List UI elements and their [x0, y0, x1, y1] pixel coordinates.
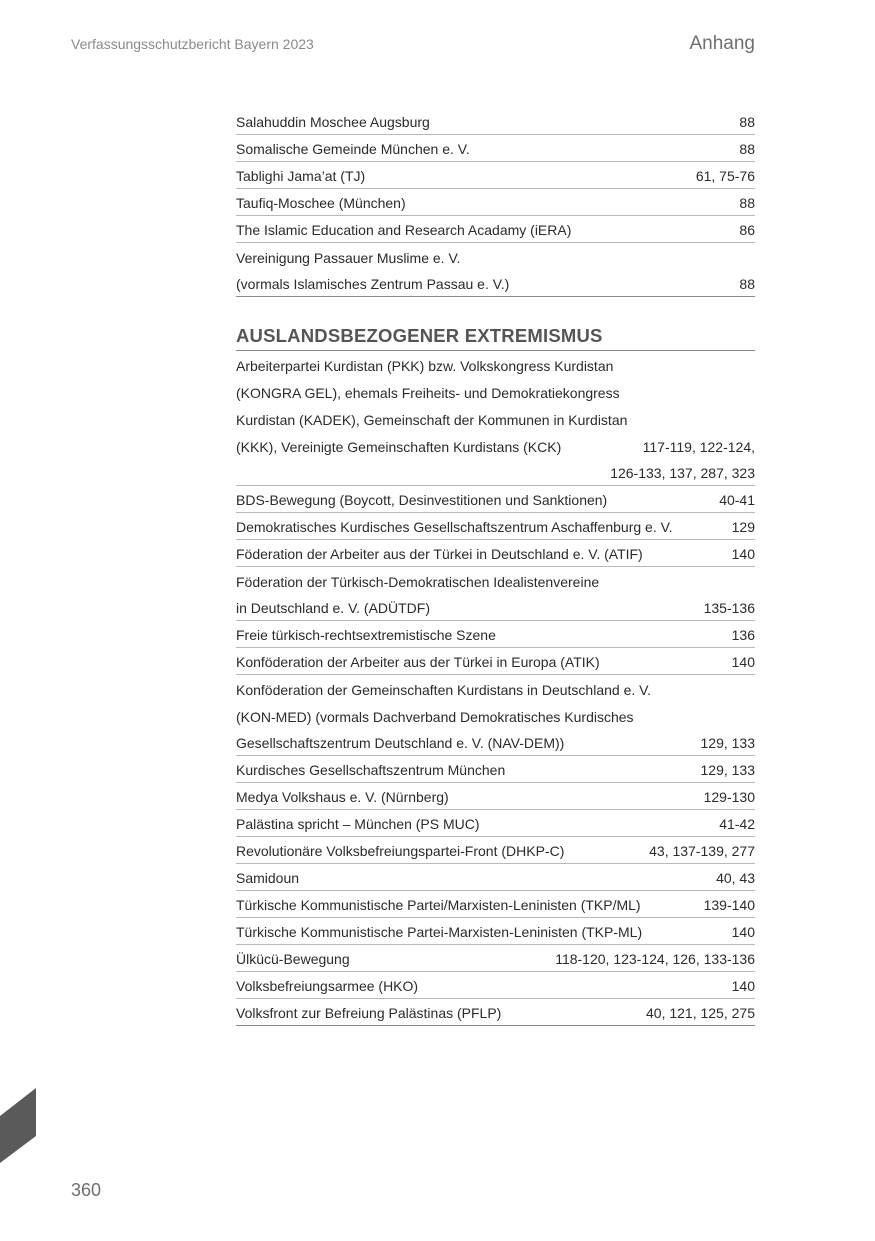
index-entry-line — [236, 432, 755, 459]
entry-name: The Islamic Education and Research Acadamy (iERA) — [236, 222, 572, 238]
index-entry-line — [236, 945, 755, 972]
entry-name: Konföderation der Gemeinschaften Kurdistans in Deutschland e. V. — [236, 682, 652, 698]
entry-pages: 140 — [731, 924, 755, 940]
entry-name: Revolutionäre Volksbefreiungspartei-Front (DHKP-C) — [236, 843, 565, 859]
entry-pages: 129 — [731, 519, 755, 535]
index-entry-line — [236, 378, 755, 405]
entry-pages: 117-119, 122-124, — [642, 439, 755, 455]
entry-pages: 135-136 — [703, 600, 755, 616]
page-number: 360 — [71, 1180, 102, 1200]
entry-name: BDS-Bewegung (Boycott, Desinvestitionen und Sanktionen) — [236, 492, 608, 508]
index-section-islamism — [236, 108, 755, 297]
index-entry-line — [236, 594, 755, 621]
entry-name: Ülkücü-Bewegung — [236, 951, 350, 967]
index-entry-line — [236, 405, 755, 432]
index-entry-line — [236, 216, 755, 243]
entry-name: Gesellschaftszentrum Deutschland e. V. (NAV-DEM)) — [236, 735, 565, 751]
entry-pages: 129, 133 — [700, 762, 755, 778]
index-entry-line — [236, 486, 755, 513]
entry-pages: 136 — [731, 627, 755, 643]
index-entry-line — [236, 459, 755, 486]
entry-pages: 126-133, 137, 287, 323 — [610, 465, 755, 481]
entry-pages: 61, 75-76 — [695, 168, 755, 184]
entry-name: Tablighi Jama’at (TJ) — [236, 168, 366, 184]
index-entry-line — [236, 567, 755, 594]
index-entry-line — [236, 729, 755, 756]
entry-pages: 88 — [739, 114, 755, 130]
entry-pages: 118-120, 123-124, 126, 133-136 — [555, 951, 755, 967]
index-entry-line — [236, 648, 755, 675]
entry-pages: 40, 121, 125, 275 — [646, 1005, 755, 1021]
chapter-tab-marker — [0, 1088, 36, 1163]
entry-name: Volksfront zur Befreiung Palästinas (PFLP) — [236, 1005, 502, 1021]
section-heading: AUSLANDSBEZOGENER EXTREMISMUS — [236, 325, 755, 351]
index-entry-line — [236, 108, 755, 135]
entry-pages: 129, 133 — [700, 735, 755, 751]
index-entry-line — [236, 162, 755, 189]
entry-name: Vereinigung Passauer Muslime e. V. — [236, 250, 461, 266]
index-entry-line — [236, 999, 755, 1026]
index-entry-line — [236, 270, 755, 297]
entry-name: in Deutschland e. V. (ADÜTDF) — [236, 600, 430, 616]
running-header-chapter: Anhang — [689, 33, 755, 54]
index-entry-line — [236, 864, 755, 891]
entry-name: Medya Volkshaus e. V. (Nürnberg) — [236, 789, 449, 805]
entry-pages: 88 — [739, 141, 755, 157]
index-entry-line — [236, 351, 755, 378]
index-entry-line — [236, 810, 755, 837]
entry-name: (KKK), Vereinigte Gemeinschaften Kurdistans (KCK) — [236, 439, 562, 455]
index-entry-line — [236, 756, 755, 783]
entry-pages: 140 — [731, 978, 755, 994]
entry-pages: 88 — [739, 195, 755, 211]
entry-name: Türkische Kommunistische Partei-Marxisten-Leninisten (TKP-ML) — [236, 924, 643, 940]
entry-name: (vormals Islamisches Zentrum Passau e. V.) — [236, 276, 510, 292]
entry-pages: 88 — [739, 276, 755, 292]
entry-name: Konföderation der Arbeiter aus der Türkei in Europa (ATIK) — [236, 654, 600, 670]
entry-pages: 140 — [731, 654, 755, 670]
index-entry-line — [236, 972, 755, 999]
index-entry-line — [236, 837, 755, 864]
entry-name: Kurdistan (KADEK), Gemeinschaft der Kommunen in Kurdistan — [236, 412, 628, 428]
entry-pages: 129-130 — [703, 789, 755, 805]
index-section-foreign-extremism — [236, 325, 755, 1026]
entry-pages: 140 — [731, 546, 755, 562]
running-header-title: Verfassungsschutzbericht Bayern 2023 — [71, 36, 314, 52]
entry-name: Kurdisches Gesellschaftszentrum München — [236, 762, 506, 778]
index-entry-line — [236, 513, 755, 540]
entry-pages: 139-140 — [703, 897, 755, 913]
index-entry-line — [236, 540, 755, 567]
index-entry-line — [236, 243, 755, 270]
entry-name: Arbeiterpartei Kurdistan (PKK) bzw. Volkskongress Kurdistan — [236, 358, 614, 374]
index-entry-line — [236, 621, 755, 648]
entry-name: Samidoun — [236, 870, 300, 886]
entry-pages: 41-42 — [719, 816, 755, 832]
entry-name: Volksbefreiungsarmee (HKO) — [236, 978, 419, 994]
entry-pages: 43, 137-139, 277 — [649, 843, 755, 859]
entry-name: Demokratisches Kurdisches Gesellschaftszentrum Aschaffenburg e. V. — [236, 519, 673, 535]
entry-pages: 40, 43 — [716, 870, 755, 886]
entry-name: Türkische Kommunistische Partei/Marxisten-Leninisten (TKP/ML) — [236, 897, 641, 913]
index-entry-line — [236, 189, 755, 216]
entry-pages: 86 — [739, 222, 755, 238]
index-entry-line — [236, 675, 755, 702]
entry-name: Freie türkisch-rechtsextremistische Szene — [236, 627, 496, 643]
entry-name: Föderation der Türkisch-Demokratischen Idealistenvereine — [236, 574, 600, 590]
entry-name: Somalische Gemeinde München e. V. — [236, 141, 470, 157]
index-entry-line — [236, 135, 755, 162]
entry-name: Palästina spricht – München (PS MUC) — [236, 816, 480, 832]
index-entry-line — [236, 891, 755, 918]
entry-pages: 40-41 — [719, 492, 755, 508]
index-entry-line — [236, 702, 755, 729]
entry-name: Föderation der Arbeiter aus der Türkei in Deutschland e. V. (ATIF) — [236, 546, 643, 562]
index-entry-line — [236, 783, 755, 810]
index-entry-line — [236, 918, 755, 945]
entry-name: Salahuddin Moschee Augsburg — [236, 114, 430, 130]
entry-name: Taufiq-Moschee (München) — [236, 195, 406, 211]
entry-name: (KONGRA GEL), ehemals Freiheits- und Demokratiekongress — [236, 385, 620, 401]
entry-name: (KON-MED) (vormals Dachverband Demokratisches Kurdisches — [236, 709, 634, 725]
